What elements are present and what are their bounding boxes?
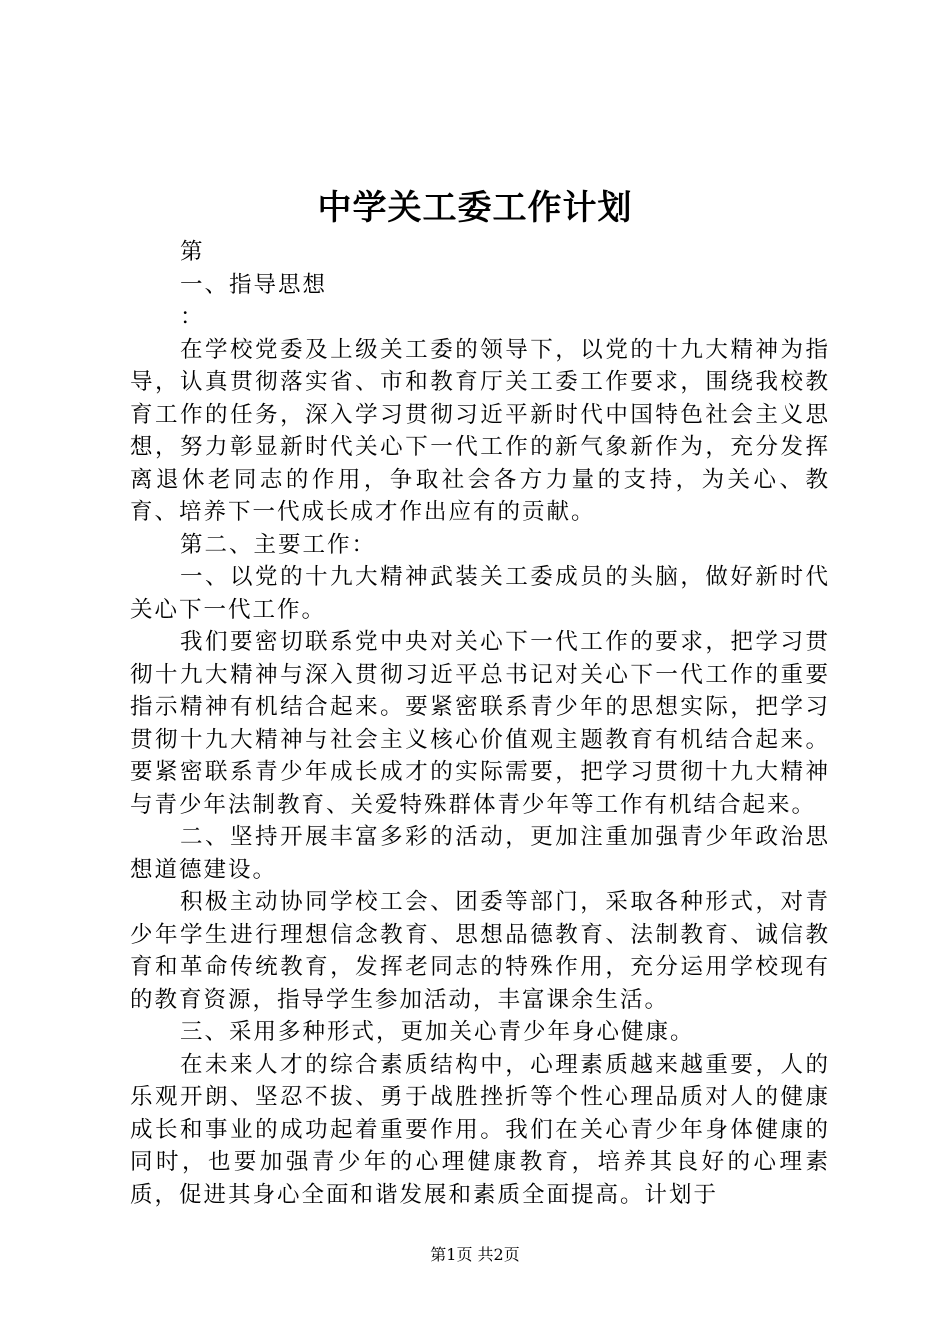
page-footer: 第1页 共2页 (430, 1245, 520, 1264)
paragraph-item-two-heading: 二、坚持开展丰富多彩的活动，更加注重加强青少年政治思想道德建设。 (130, 824, 830, 883)
paragraph-heading-guiding-thought: 一、指导思想 (180, 271, 328, 298)
paragraph-guiding-thought-text: 在学校党委及上级关工委的领导下，以党的十九大精神为指导，认真贯彻落实省、市和教育厅关工委工作要求，围绕我校教育工作的任务，深入学习贯彻习近平新时代中国特色社会主义思想，努力彰显新时代关心下一代工作的新气象新作为，充分发挥离退休老同志的作用，争取社会各方力量的支持，为关心、教育、培养下一代成长成才作出应有的贡献。 (130, 336, 830, 525)
paragraph-item-two-text: 积极主动协同学校工会、团委等部门，采取各种形式，对青少年学生进行理想信念教育、思想品德教育、法制教育、诚信教育和革命传统教育，发挥老同志的特殊作用，充分运用学校现有的教育资源，指导学生参加活动，丰富课余生活。 (130, 889, 830, 1013)
paragraph-item-three-heading: 三、采用多种形式，更加关心青少年身心健康。 (180, 1019, 695, 1045)
paragraph-heading-di: 第 (180, 239, 205, 265)
paragraph-item-one-text: 我们要密切联系党中央对关心下一代工作的要求，把学习贯彻十九大精神与深入贯彻习近平总书记对关心下一代工作的重要指示精神有机结合起来。要紧密联系青少年的思想实际，把学习贯彻十九大精神与社会主义核心价值观主题教育有机结合起来。要紧密联系青少年成长成才的实际需要，把学习贯彻十九大精神与青少年法制教育、关爱特殊群体青少年等工作有机结合起来。 (130, 629, 830, 818)
document-body (130, 236, 830, 1211)
paragraph-heading-main-work: 第二、主要工作： (180, 531, 377, 558)
document-title: 中学关工委工作计划 (317, 188, 633, 228)
paragraph-item-one-heading: 一、以党的十九大精神武装关工委成员的头脑，做好新时代关心下一代工作。 (130, 564, 830, 623)
paragraph-item-three-text: 在未来人才的综合素质结构中，心理素质越来越重要，人的乐观开朗、坚忍不拔、勇于战胜挫折等个性心理品质对人的健康成长和事业的成功起着重要作用。我们在关心青少年身体健康的同时，也要加强青少年的心理健康教育，培养其良好的心理素质，促进其身心全面和谐发展和素质全面提高。计划于 (130, 1051, 830, 1208)
paragraph-colon: ： (180, 304, 205, 330)
